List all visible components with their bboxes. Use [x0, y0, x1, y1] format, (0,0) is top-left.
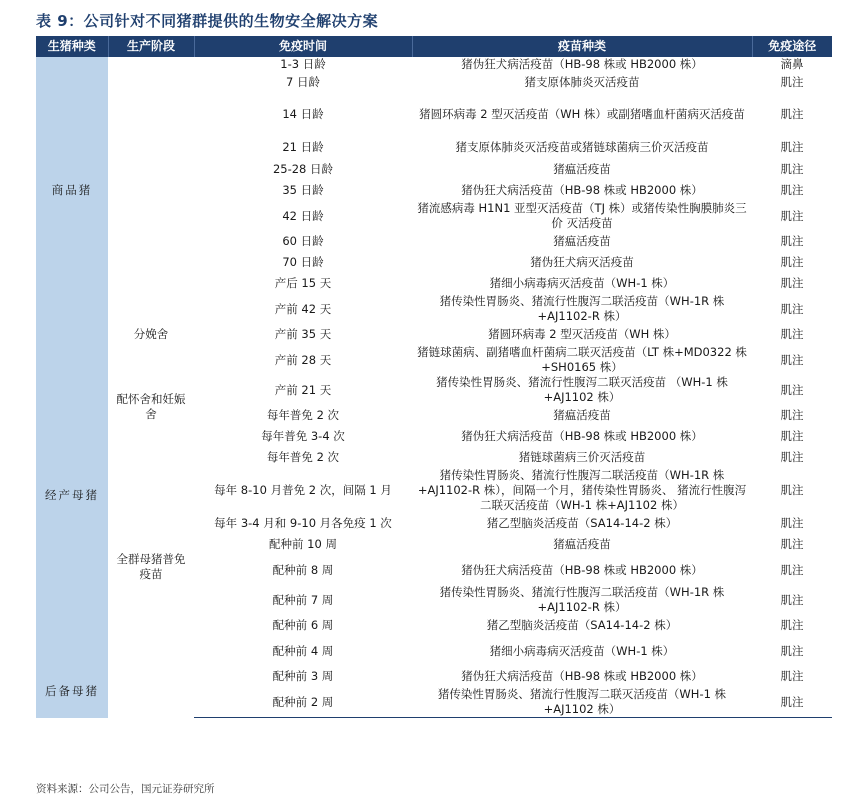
stage-cell: [108, 57, 194, 324]
vaccine-cell: 猪乙型脑炎活疫苗（SA14-14-2 株）: [486, 516, 678, 530]
table-row: [36, 57, 832, 72]
time-cell: 配种前 2 周: [194, 687, 412, 718]
vaccine-cell: 猪链球菌病、副猪嗜血杆菌病二联灭活疫苗（LT 株+MD0322 株+SH0165 株）: [417, 345, 747, 374]
vaccine-cell: 猪伪狂犬病活疫苗（HB-98 株或 HB2000 株）: [461, 429, 703, 443]
route-cell: 肌注: [780, 183, 804, 197]
time-cell: 配种前 4 周: [272, 643, 334, 658]
time-cell: 14 日龄: [282, 106, 324, 121]
route-cell: 滴鼻: [780, 57, 804, 71]
time-cell: 产后 15 天: [274, 276, 332, 290]
vaccine-cell: 猪伪狂犬病活疫苗（HB-98 株或 HB2000 株）: [461, 57, 703, 71]
time-cell: 产前 42 天: [274, 301, 332, 316]
route-cell: 肌注: [780, 234, 804, 248]
time-cell: 产前 35 天: [274, 327, 332, 341]
time-cell: 70 日龄: [282, 255, 324, 269]
stage-cell: 全群母猪普免疫苗: [116, 552, 186, 581]
vaccine-cell: 猪乙型脑炎活疫苗（SA14-14-2 株）: [486, 618, 678, 632]
route-cell: 肌注: [780, 327, 804, 341]
time-cell: 配种前 8 周: [272, 562, 334, 577]
table-row: [36, 345, 832, 375]
time-cell: 1-3 日龄: [280, 57, 326, 71]
time-cell: 配种前 3 周: [272, 669, 334, 683]
header-cell: 生猪种类: [36, 36, 108, 57]
route-cell: 肌注: [780, 208, 804, 223]
time-cell: 每年 3-4 月和 9-10 月各免疫 1 次: [214, 516, 392, 530]
time-cell: 配种前 6 周: [272, 618, 334, 632]
header-cell: 免疫途径: [752, 36, 832, 57]
stage-cell: 分娩舍: [133, 327, 169, 341]
route-cell: 肌注: [780, 408, 804, 422]
vaccine-cell: 猪细小病毒病灭活疫苗（WH-1 株）: [489, 643, 675, 658]
time-cell: 21 日龄: [282, 139, 324, 154]
vaccine-cell: 猪伪狂犬病灭活疫苗: [530, 255, 634, 269]
vaccine-cell: 猪瘟活疫苗: [553, 234, 611, 248]
route-cell: 肌注: [780, 255, 804, 269]
stage-cell: [108, 666, 194, 718]
route-cell: 肌注: [780, 429, 804, 443]
route-cell: 肌注: [780, 139, 804, 154]
route-cell: 肌注: [780, 618, 804, 632]
route-cell: 肌注: [780, 592, 804, 607]
vaccine-cell: 猪细小病毒病灭活疫苗（WH-1 株）: [489, 276, 675, 290]
time-cell: 产前 28 天: [274, 352, 332, 367]
route-cell: 肌注: [780, 537, 804, 551]
time-cell: 7 日龄: [286, 75, 320, 89]
route-cell: 肌注: [780, 382, 804, 397]
route-cell: 肌注: [780, 483, 804, 497]
vaccine-cell: 猪传染性胃肠炎、猪流行性腹泻二联活疫苗（WH-1R 株+AJ1102-R 株），间隔一个月，猪传染性胃肠炎、 猪流行性腹泻二联灭活疫苗（WH-1 株+AJ1102 株）: [417, 468, 747, 512]
time-cell: 35 日龄: [282, 183, 324, 197]
time-cell: 每年普免 2 次: [266, 450, 340, 464]
vaccine-table: [36, 36, 832, 718]
header-cell: 免疫时间: [194, 36, 412, 57]
route-cell: 肌注: [780, 450, 804, 464]
route-cell: 肌注: [780, 75, 804, 89]
time-cell: 每年普免 2 次: [266, 408, 340, 422]
table-row: [36, 666, 832, 687]
table-title: 表 9：公司针对不同猪群提供的生物安全解决方案: [36, 12, 379, 30]
table-row: [36, 324, 832, 345]
route-cell: 肌注: [780, 276, 804, 290]
pig-type-cell: 商品猪: [36, 57, 108, 324]
vaccine-cell: 猪传染性胃肠炎、猪流行性腹泻二联灭活疫苗 （WH-1 株+AJ1102 株）: [436, 375, 728, 404]
vaccine-cell: 猪圆环病毒 2 型灭活疫苗（WH 株）: [488, 327, 676, 341]
pig-type-cell: 经产母猪: [36, 324, 108, 666]
vaccine-cell: 猪瘟活疫苗: [553, 162, 611, 176]
vaccine-cell: 猪支原体肺炎灭活疫苗或猪链球菌病三价灭活疫苗: [455, 139, 709, 154]
vaccine-cell: 猪伪狂犬病活疫苗（HB-98 株或 HB2000 株）: [461, 669, 703, 683]
time-cell: 产前 21 天: [274, 382, 332, 397]
vaccine-cell: 猪瘟活疫苗: [553, 537, 611, 551]
vaccine-cell: 猪支原体肺炎灭活疫苗: [524, 75, 640, 89]
time-cell: 配种前 10 周: [269, 537, 337, 551]
route-cell: 肌注: [780, 669, 804, 683]
vaccine-cell: 猪伪狂犬病活疫苗（HB-98 株或 HB2000 株）: [461, 183, 703, 197]
table-header-row: [36, 36, 832, 57]
pig-type-cell: 后备母猪: [36, 666, 108, 718]
route-cell: 肌注: [780, 162, 804, 176]
route-cell: 肌注: [752, 687, 832, 718]
time-cell: 42 日龄: [282, 208, 324, 223]
source-note: 资料来源：公司公告，国元证券研究所: [36, 783, 215, 795]
route-cell: 肌注: [780, 106, 804, 121]
vaccine-cell: 猪传染性胃肠炎、猪流行性腹泻二联活疫苗（WH-1R 株+AJ1102-R 株）: [439, 585, 725, 614]
vaccine-cell: 猪圆环病毒 2 型灭活疫苗（WH 株）或副猪嗜血杆菌病灭活疫苗: [419, 106, 745, 121]
vaccine-cell: 猪伪狂犬病活疫苗（HB-98 株或 HB2000 株）: [461, 562, 703, 577]
stage-cell: 配怀舍和妊娠舍: [116, 391, 186, 421]
vaccine-cell: 猪瘟活疫苗: [553, 408, 611, 422]
vaccine-cell: 猪传染性胃肠炎、猪流行性腹泻二联灭活疫苗（WH-1 株+AJ1102 株）: [412, 687, 752, 718]
time-cell: 每年普免 3-4 次: [261, 429, 345, 443]
route-cell: 肌注: [780, 301, 804, 316]
route-cell: 肌注: [780, 352, 804, 367]
route-cell: 肌注: [780, 643, 804, 658]
header-cell: 生产阶段: [108, 36, 194, 57]
vaccine-cell: 猪传染性胃肠炎、猪流行性腹泻二联活疫苗（WH-1R 株+AJ1102-R 株）: [439, 294, 725, 323]
table-row: [36, 468, 832, 513]
route-cell: 肌注: [780, 562, 804, 577]
route-cell: 肌注: [780, 516, 804, 530]
header-cell: 疫苗种类: [412, 36, 752, 57]
vaccine-cell: 猪链球菌病三价灭活疫苗: [518, 450, 646, 464]
vaccine-cell: 猪流感病毒 H1N1 亚型灭活疫苗（TJ 株）或猪传染性胸膜肺炎三价 灭活疫苗: [417, 201, 747, 230]
time-cell: 60 日龄: [282, 234, 324, 248]
time-cell: 每年 8-10 月普免 2 次，间隔 1 月: [214, 483, 392, 497]
time-cell: 配种前 7 周: [272, 592, 334, 607]
time-cell: 25-28 日龄: [272, 162, 334, 176]
